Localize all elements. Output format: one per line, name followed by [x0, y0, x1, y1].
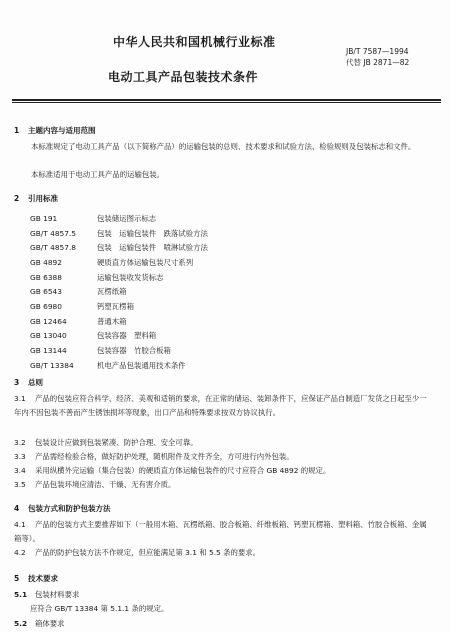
reference-title: 包装容器 竹胶合板箱 — [97, 346, 171, 356]
reference-code: GB 6980 — [30, 301, 62, 311]
reference-code: GB/T 13384 — [30, 360, 74, 370]
clause-text: 产品的包装方式主要推荐如下（一般用木箱、瓦楞纸箱、胶合板箱、纤维板箱、钙塑瓦楞箱、塑料箱、竹胶合板箱、金属箱等）。 — [14, 520, 427, 543]
reference-code: GB/T 4857.5 — [30, 228, 77, 238]
reference-title: 包装 运输包装件 跌落试验方法 — [97, 228, 208, 238]
reference-item — [30, 343, 208, 358]
section-3-heading — [14, 377, 43, 388]
reference-code: GB 6388 — [30, 272, 62, 282]
reference-title: 瓦楞纸箱 — [97, 287, 127, 297]
reference-item — [30, 358, 208, 373]
replaced-standard-code: 代替 JB 2871—82 — [346, 58, 410, 67]
reference-item — [30, 284, 208, 299]
clause-3-5 — [14, 479, 175, 490]
reference-code: GB 191 — [30, 213, 58, 223]
reference-item — [30, 299, 208, 314]
reference-code: GB 6543 — [30, 287, 62, 297]
scope-paragraph-1 — [14, 140, 434, 154]
subsection-5-1-text: 应符合 GB/T 13384 第 5.1.1 条的规定。 — [30, 604, 169, 613]
subsection-title: 包装材料要求 — [35, 590, 80, 599]
clause-3-4 — [14, 465, 330, 476]
organization-heading: 中华人民共和国机械行业标准 — [113, 35, 276, 49]
reference-item — [30, 255, 208, 270]
clause-3-3 — [14, 451, 294, 462]
clause-text: 产品的包装应符合科学、经济、美观和适销的要求，在正常的储运、装卸条件下，应保证产品自制造厂发货之日起至少一年内不因包装不善而产生锈蚀损坏等现象，出口产品和特殊要求按双方协议执行。 — [14, 394, 427, 417]
reference-title: 机电产品包装通用技术条件 — [97, 360, 186, 370]
reference-title: 硬质直方体运输包装尺寸系列 — [97, 257, 194, 267]
reference-code: GB 13040 — [30, 331, 67, 341]
reference-item — [30, 211, 208, 226]
clause-number: 3.1 — [14, 394, 26, 403]
section-number: 1 — [14, 126, 20, 135]
subsection-title: 箱体要求 — [35, 619, 65, 628]
section-title: 总则 — [28, 378, 43, 387]
clause-3-2 — [14, 437, 198, 448]
reference-code: GB 4892 — [30, 257, 62, 267]
clause-number: 4.1 — [14, 520, 26, 529]
standard-code-block — [346, 46, 409, 68]
reference-item — [30, 240, 208, 255]
subsection-5-2 — [14, 618, 65, 629]
reference-code: GB/T 4857.8 — [30, 243, 77, 253]
clause-4-2 — [14, 547, 260, 558]
clause-number: 4.2 — [14, 548, 26, 557]
section-1-heading — [14, 125, 96, 136]
scope-text-2: 本标准适用于电动工具产品的运输包装。 — [31, 170, 165, 179]
section-number: 2 — [14, 194, 20, 203]
clause-number: 3.4 — [14, 466, 26, 475]
header-rule-thin — [12, 102, 441, 103]
standard-code: JB/T 7587—1994 — [346, 47, 409, 56]
section-title: 引用标准 — [28, 194, 58, 203]
subsection-number: 5.1 — [14, 590, 28, 599]
reference-code: GB 12464 — [30, 316, 67, 326]
scope-text-1: 本标准规定了电动工具产品（以下简称产品）的运输包装的总则、技术要求和试验方法、检验规则及包装标志和文件。 — [31, 142, 416, 151]
clause-number: 3.2 — [14, 438, 26, 447]
reference-title: 钙塑瓦楞箱 — [97, 301, 134, 311]
document-title: 电动工具产品包装技术条件 — [108, 70, 259, 84]
section-2-heading — [14, 193, 58, 204]
clause-text: 采用纵横外完运输（集合包装）的硬质直方体运输包装件的尺寸应符合 GB 4892 的规定。 — [35, 466, 331, 475]
section-number: 3 — [14, 378, 20, 387]
reference-code: GB 13144 — [30, 346, 67, 356]
subsection-number: 5.2 — [14, 619, 28, 628]
section-5-heading — [14, 573, 58, 584]
clause-text: 产品包装环境应清洁、干燥、无有害介质。 — [35, 480, 176, 489]
scope-paragraph-2 — [14, 168, 434, 182]
section-title: 主题内容与适用范围 — [28, 126, 96, 135]
clause-text: 包装设计应做到包装紧凑、防护合理、安全可靠。 — [35, 438, 198, 447]
clause-4-1 — [14, 518, 434, 546]
reference-list — [30, 211, 208, 373]
clause-3-1 — [14, 392, 434, 420]
clause-number: 3.5 — [14, 480, 26, 489]
reference-item — [30, 329, 208, 344]
reference-title: 包装储运图示标志 — [97, 213, 157, 223]
reference-title: 普通木箱 — [97, 316, 127, 326]
reference-title: 包装容器 塑料箱 — [97, 331, 157, 341]
section-title: 技术要求 — [28, 574, 58, 583]
section-number: 4 — [14, 504, 20, 513]
clause-text: 产品的防护包装方法不作规定，但应能满足第 3.1 和 5.5 条的要求。 — [35, 548, 261, 557]
reference-item — [30, 270, 208, 285]
header-rule-thick — [12, 99, 441, 101]
reference-item — [30, 226, 208, 241]
section-title: 包装方式和防护包装方法 — [28, 504, 111, 513]
subsection-5-1 — [14, 589, 79, 600]
reference-title: 运输包装收发货标志 — [97, 272, 164, 282]
reference-title: 包装 运输包装件 喷淋试验方法 — [97, 243, 208, 253]
clause-text: 产品需经检验合格，做好防护处理，随机附件及文件齐全，方可进行内外包装。 — [35, 452, 294, 461]
section-4-heading — [14, 503, 111, 514]
clause-number: 3.3 — [14, 452, 26, 461]
reference-item — [30, 314, 208, 329]
section-number: 5 — [14, 574, 20, 583]
